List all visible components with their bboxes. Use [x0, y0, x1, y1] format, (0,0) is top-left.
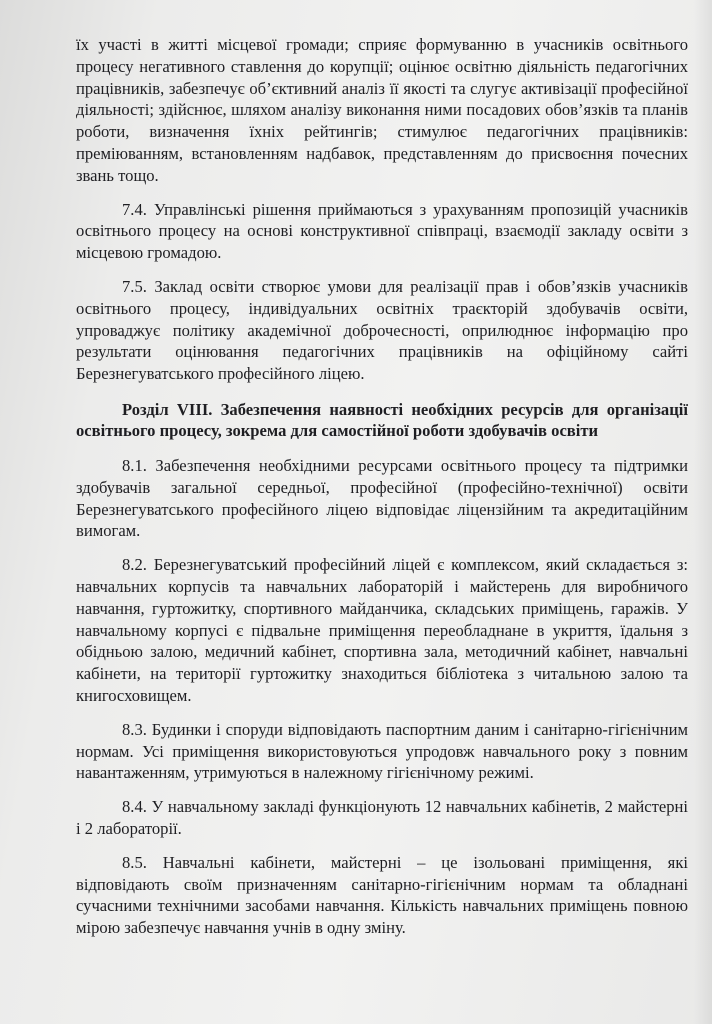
paragraph-8-2: 8.2. Березнегуватський професійний ліцей є комплексом, який складається з: навчальних корпусів та навчальних лабораторій і майстерень для виробничого навчання, гуртожитку, спортивного майданчика, складських приміщень, гаражів. У навчальному корпусі є підвальне приміщення переобладнане в укриття, їдальня з обідньою залою, медичний кабінет, спортивна зала, методичний кабінет, навчальні кабінети, на території гуртожитку знаходиться бібліотека з читальною залою та книгосховищем. [76, 555, 688, 705]
paragraph-8-3: 8.3. Будинки і споруди відповідають паспортним даним і санітарно-гігієнічним нормам. Усі приміщення використовуються упродовж навчального року з повним навантаженням, утримуються в належному гігієнічному режимі. [76, 719, 688, 783]
paragraph-8-4: 8.4. У навчальному закладі функціонують 12 навчальних кабінетів, 2 майстерні і 2 лабораторії. [76, 797, 688, 838]
paragraph-8-1: 8.1. Забезпечення необхідними ресурсами освітнього процесу та підтримки здобувачів загальної середньої, професійної (професійно-технічної) освіти Березнегуватського професійного ліцею відповідає ліцензійним та акредитаційним вимогам. [76, 455, 688, 541]
paragraph-8-5: 8.5. Навчальні кабінети, майстерні – це ізольовані приміщення, які відповідають своїм призначенням санітарно-гігієнічним нормам та обладнані сучасними технічними засобами навчання. Кількість навчальних приміщень повною мірою забезпечує навчання учнів в одну зміну. [76, 852, 688, 938]
paragraph-7-4: 7.4. Управлінські рішення приймаються з урахуванням пропозицій учасників освітнього процесу на основі конструктивної співпраці, взаємодії закладу освіти з місцевою громадою. [76, 199, 688, 263]
page-edge-shadow [694, 0, 712, 1024]
section-8-heading: Розділ VIII. Забезпечення наявності необхідних ресурсів для організації освітнього процесу, зокрема для самостійної роботи здобувачів освіти [76, 399, 688, 440]
document-body [76, 34, 688, 939]
paragraph-7-3-continuation: їх участі в житті місцевої громади; сприяє формуванню в учасників освітнього процесу негативного ставлення до корупції; оцінює освітню діяльність педагогічних працівників, забезпечує об’єктивний аналіз її якості та слугує активізації професійної діяльності; здійснює, шляхом аналізу виконання ними посадових обов’язків та планів роботи, визначення їхніх рейтингів; стимулює педагогічних працівників: преміюванням, встановленням надбавок, представленням до присвоєння почесних звань тощо. [76, 35, 688, 185]
paragraph-7-5: 7.5. Заклад освіти створює умови для реалізації прав і обов’язків учасників освітнього процесу, індивідуальних освітніх траєкторій здобувачів освіти, упроваджує політику академічної доброчесності, оприлюднює інформацію про результати оцінювання педагогічних працівників на офіційному сайті Березнегуватського професійного ліцею. [76, 276, 688, 384]
